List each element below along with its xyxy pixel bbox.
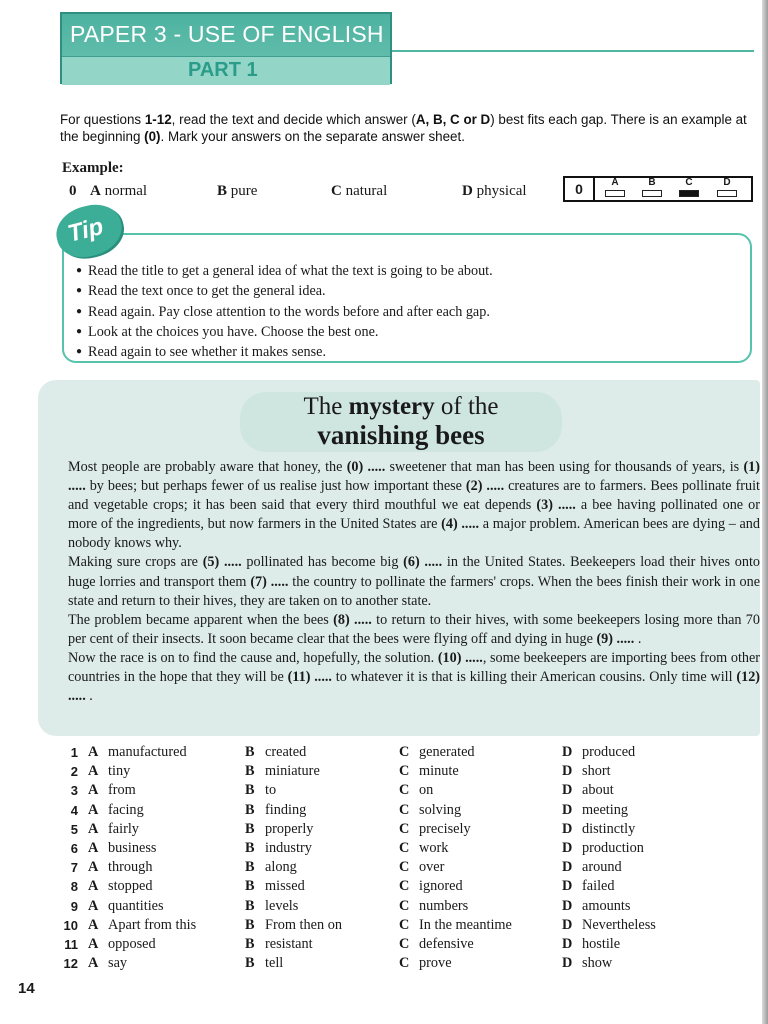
option-d	[562, 782, 614, 799]
option-a	[88, 936, 156, 953]
option-letter: A	[88, 744, 99, 760]
option-text: about	[582, 782, 614, 799]
option-text: to	[265, 782, 277, 799]
article-text-run: sweetener that man has been using for thousands of years, is	[385, 459, 744, 475]
option-letter: B	[245, 878, 255, 895]
tip-item: ● Look at the choices you have. Choose the best one.	[76, 323, 493, 343]
option-letter: C	[399, 916, 410, 933]
option-b	[245, 859, 297, 876]
option-letter: C	[399, 744, 410, 760]
tip-item: ● Read again to see whether it makes sense.	[76, 343, 493, 363]
option-text: around	[582, 859, 622, 876]
option-letter: C	[399, 897, 410, 914]
option-c	[399, 878, 463, 895]
option-letter: A	[88, 916, 99, 933]
option-text: work	[419, 840, 449, 856]
tip-item: ● Read the text once to get the general idea.	[76, 282, 493, 302]
gap-marker: (4) .....	[441, 516, 480, 533]
option-c	[399, 840, 448, 857]
option-text: facing	[108, 801, 144, 818]
option-text: produced	[582, 744, 636, 760]
option-c	[399, 955, 452, 972]
option-d	[562, 763, 611, 780]
option-letter: C	[399, 859, 410, 876]
option-a	[88, 763, 130, 780]
gap-marker: (2) .....	[465, 478, 505, 495]
option-text: along	[265, 859, 297, 876]
question-row	[54, 763, 754, 782]
option-a	[88, 898, 164, 915]
article-paragraph	[68, 553, 760, 610]
question-number: 9	[70, 898, 78, 914]
example-option-d: D physical	[462, 183, 527, 199]
article-paragraph	[68, 611, 760, 649]
option-text: fairly	[108, 820, 139, 837]
option-text: production	[582, 840, 644, 856]
option-a	[88, 821, 139, 838]
option-letter: A	[88, 763, 99, 780]
option-c	[399, 802, 461, 819]
option-b	[245, 821, 313, 838]
option-c	[399, 859, 444, 876]
option-text: generated	[419, 744, 475, 760]
option-text: distinctly	[582, 820, 636, 837]
question-row	[54, 782, 754, 801]
option-text: defensive	[419, 936, 474, 952]
instructions-text: For questions	[60, 112, 145, 127]
option-text: quantities	[108, 897, 164, 914]
question-number: 3	[70, 783, 78, 799]
example-label: Example:	[62, 160, 124, 176]
question-number: 1	[70, 745, 78, 760]
gap-marker: (7) .....	[250, 573, 289, 590]
header-rule	[392, 50, 754, 52]
option-text: finding	[265, 801, 307, 818]
option-text: opposed	[108, 936, 156, 952]
option-letter: A	[88, 878, 99, 895]
instructions-letters: A, B, C or D	[415, 112, 491, 127]
article-text-run: creatures are to farmers. Bees pollinate fruit and vegetable crops; it has been said that every third mouthful we eat depends	[68, 478, 760, 514]
option-d	[562, 802, 628, 819]
option-letter: A	[88, 840, 99, 856]
option-text: business	[108, 840, 157, 856]
option-letter: A	[88, 782, 99, 799]
question-number: 4	[70, 802, 78, 818]
question-row	[54, 802, 754, 821]
gap-marker: (3) .....	[536, 497, 576, 514]
option-letter: D	[562, 820, 573, 837]
option-b	[245, 840, 312, 857]
example-number: 0	[69, 183, 77, 199]
question-number: 8	[70, 879, 78, 895]
option-letter: A	[88, 801, 99, 818]
option-b	[245, 955, 283, 972]
article-text-run: to whatever it is that is killing their American cousins. Only time will	[331, 669, 737, 686]
instructions-text: , read the text and decide which answer (	[171, 112, 416, 127]
answer-option-c: C	[677, 178, 701, 200]
option-letter: C	[399, 763, 410, 780]
instructions-zero: (0)	[144, 129, 161, 144]
option-d	[562, 859, 622, 876]
instructions	[60, 111, 760, 145]
option-text: solving	[419, 801, 462, 818]
option-text: tiny	[108, 763, 131, 780]
option-letter: C	[399, 801, 410, 818]
option-text: say	[108, 955, 128, 972]
gap-marker: (8) .....	[333, 611, 372, 628]
question-row	[54, 936, 754, 955]
option-text: numbers	[419, 897, 469, 914]
option-b	[245, 898, 298, 915]
option-text: minute	[419, 763, 459, 780]
option-text: In the meantime	[419, 916, 512, 933]
gap-marker: (0) .....	[346, 459, 386, 475]
option-text: miniature	[265, 763, 320, 780]
question-number: 5	[70, 821, 78, 837]
option-letter: B	[245, 840, 255, 856]
question-row	[54, 878, 754, 897]
article-text-run: .	[634, 630, 642, 647]
option-letter: A	[88, 859, 99, 876]
option-letter: C	[399, 840, 410, 856]
question-number: 10	[63, 917, 78, 933]
option-text: precisely	[419, 820, 471, 837]
tip-badge-label: Tip	[64, 212, 107, 248]
option-a	[88, 955, 127, 972]
example-answer-sheet	[563, 176, 753, 202]
gap-marker: (11) .....	[287, 669, 332, 686]
answer-slot	[717, 190, 737, 197]
option-text: stopped	[108, 878, 153, 895]
option-text: created	[265, 744, 307, 760]
option-letter: A	[88, 897, 99, 914]
option-c	[399, 898, 468, 915]
option-text: Nevertheless	[582, 916, 656, 933]
option-text: prove	[419, 955, 452, 972]
gap-marker: (9) .....	[596, 630, 635, 647]
option-c	[399, 763, 459, 780]
option-text: short	[582, 763, 611, 780]
gap-marker: (12) .....	[68, 669, 761, 705]
article-text	[68, 458, 760, 706]
option-letter: B	[245, 782, 255, 799]
article-text-run: The problem became apparent when the bees	[68, 611, 334, 628]
article-text-run: the country to pollinate the farmers' crops. When the bees finish their work in one state and return to their hives, they are taken on to another state.	[68, 573, 761, 609]
option-text: industry	[265, 840, 312, 856]
question-row	[54, 859, 754, 878]
option-text: resistant	[265, 936, 313, 952]
option-a	[88, 802, 144, 819]
option-text: on	[419, 782, 434, 799]
option-a	[88, 917, 196, 934]
option-b	[245, 802, 306, 819]
option-text: tell	[265, 955, 284, 972]
option-letter: D	[562, 744, 573, 760]
option-d	[562, 744, 635, 761]
tip-item: ● Read the title to get a general idea of what the text is going to be about.	[76, 262, 493, 282]
option-text: missed	[265, 878, 305, 895]
instructions-text: ) best fits each gap. There is an example at the beginning	[60, 112, 747, 144]
answer-slot	[605, 190, 625, 197]
gap-marker: (10) .....	[437, 649, 483, 666]
option-letter: D	[562, 955, 573, 972]
option-letter: B	[245, 936, 255, 952]
instructions-text: . Mark your answers on the separate answer sheet.	[160, 129, 465, 144]
example-option-c: C natural	[331, 183, 388, 199]
option-b	[245, 744, 306, 761]
option-text: ignored	[419, 878, 463, 895]
option-letter: B	[245, 916, 255, 933]
option-d	[562, 840, 644, 857]
option-letter: B	[245, 763, 255, 780]
gap-marker: (1) .....	[68, 459, 760, 495]
option-b	[245, 917, 342, 934]
paper-header	[60, 12, 392, 84]
option-c	[399, 936, 474, 953]
option-b	[245, 763, 320, 780]
option-letter: B	[245, 801, 255, 818]
question-row	[54, 840, 754, 859]
option-letter: B	[245, 897, 255, 914]
option-d	[562, 936, 620, 953]
option-text: From then on	[265, 916, 343, 933]
option-text: from	[108, 782, 136, 799]
article-text-run: Most people are probably aware that honey, the	[68, 459, 347, 475]
option-letter: D	[562, 859, 573, 876]
option-letter: D	[562, 801, 573, 818]
tip-item: ● Read again. Pay close attention to the words before and after each gap.	[76, 303, 493, 323]
article-text-run: by bees; but perhaps fewer of us realise just how important these	[85, 478, 466, 495]
gap-marker: (6) .....	[403, 554, 443, 571]
option-letter: B	[245, 744, 255, 760]
option-letter: D	[562, 840, 573, 856]
article-title-line2: vanishing bees	[317, 420, 485, 450]
option-letter: D	[562, 878, 573, 895]
option-a	[88, 744, 187, 761]
article-text-run: in the United States. Beekeepers load their hives onto huge lorries and transport them	[68, 554, 760, 590]
question-number: 7	[70, 860, 78, 876]
option-a	[88, 840, 156, 857]
question-row	[54, 955, 754, 974]
question-row	[54, 821, 754, 840]
answer-option-b: B	[640, 178, 664, 200]
option-text: show	[582, 955, 613, 972]
tip-list	[76, 262, 493, 363]
part-label: PART 1	[188, 59, 258, 81]
option-d	[562, 821, 635, 838]
question-number: 12	[63, 956, 78, 972]
article-text-run: a major problem. American bees are dying – and nobody knows why.	[68, 516, 760, 552]
option-letter: B	[245, 820, 255, 837]
option-letter: A	[88, 820, 99, 837]
answer-option-d: D	[715, 178, 739, 200]
option-text: through	[108, 859, 153, 876]
article-paragraph	[68, 458, 760, 553]
article-text-run: pollinated has become big	[241, 554, 404, 571]
option-c	[399, 821, 471, 838]
article-title: The mystery of the	[303, 393, 499, 420]
option-d	[562, 955, 612, 972]
option-text: properly	[265, 820, 314, 837]
question-number: 2	[70, 764, 78, 780]
option-text: Apart from this	[108, 916, 197, 933]
paper-title: PAPER 3 - USE OF ENGLISH	[70, 21, 384, 47]
option-b	[245, 878, 305, 895]
option-d	[562, 898, 630, 915]
option-text: hostile	[582, 936, 621, 952]
article-text-run: Now the race is on to find the cause and, hopefully, the solution.	[68, 649, 438, 666]
question-number: 6	[70, 841, 78, 856]
option-text: failed	[582, 878, 615, 895]
option-a	[88, 782, 136, 799]
option-letter: D	[562, 782, 573, 799]
option-letter: B	[245, 955, 255, 972]
answer-slot	[642, 190, 662, 197]
part-banner	[62, 56, 390, 85]
example-option-a: A normal	[90, 183, 148, 199]
option-letter: C	[399, 782, 410, 799]
article-text-run: a bee having pollinated one or more of the ingredients, but now farmers in the United States are	[68, 497, 760, 533]
article-text-run: , some beekeepers are importing bees from other countries in the hope that they will be	[68, 649, 761, 686]
question-row	[54, 744, 754, 763]
option-letter: B	[245, 859, 255, 876]
option-d	[562, 878, 615, 895]
option-b	[245, 936, 313, 953]
answer-slot-selected	[679, 190, 699, 197]
option-letter: A	[88, 936, 99, 952]
gap-marker: (5) .....	[202, 554, 242, 571]
instructions-range: 1-12	[144, 112, 172, 127]
page-edge	[762, 0, 768, 1024]
option-letter: C	[399, 820, 410, 837]
option-letter: A	[88, 955, 99, 972]
option-b	[245, 782, 276, 799]
option-text: manufactured	[108, 744, 187, 760]
question-row	[54, 898, 754, 917]
page-number: 14	[18, 980, 35, 997]
answer-sheet-number: 0	[565, 178, 595, 200]
question-row	[54, 917, 754, 936]
option-letter: D	[562, 936, 573, 952]
option-c	[399, 782, 433, 799]
answer-option-a: A	[603, 178, 627, 200]
option-letter: C	[399, 955, 410, 972]
article-text-run: .	[85, 688, 93, 705]
option-letter: D	[562, 897, 573, 914]
article-text-run: Making sure crops are	[68, 554, 203, 571]
article-text-run: to return to their hives, with some beekeepers losing more than 70 per cent of their insects. It soon became clear that the bees were flying off and dying in huge	[68, 611, 760, 647]
option-a	[88, 859, 152, 876]
option-text: amounts	[582, 897, 631, 914]
option-text: over	[419, 859, 445, 876]
option-text: meeting	[582, 801, 629, 818]
question-number: 11	[64, 937, 78, 952]
option-letter: C	[399, 936, 410, 952]
option-letter: C	[399, 878, 410, 895]
option-c	[399, 917, 512, 934]
option-letter: D	[562, 763, 573, 780]
option-d	[562, 917, 656, 934]
example-option-b: B pure	[217, 183, 258, 199]
option-c	[399, 744, 475, 761]
option-a	[88, 878, 152, 895]
article-paragraph	[68, 649, 760, 706]
option-letter: D	[562, 916, 573, 933]
option-text: levels	[265, 897, 299, 914]
